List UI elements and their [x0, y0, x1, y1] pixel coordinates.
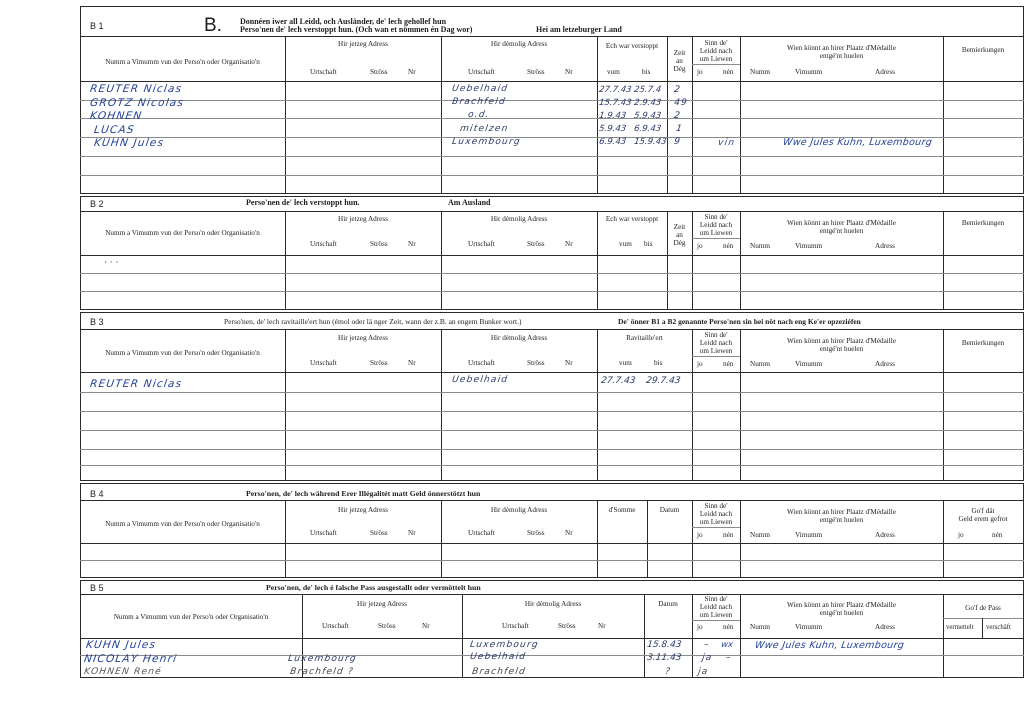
- col-header-nr: Nr: [408, 359, 416, 367]
- entry-risk: –: [703, 640, 711, 650]
- entry-days: 49: [673, 98, 689, 108]
- col-header-strooss: Ströss: [370, 68, 388, 76]
- col-header-risk: Sinn de': [704, 213, 728, 221]
- entry-former: Luxembourg: [469, 640, 540, 650]
- col-header-current-addr: Hir jetzeg Adress: [357, 600, 407, 608]
- col-header-vimumm: Vimumm: [795, 68, 823, 76]
- col-header-until: bis: [642, 68, 651, 76]
- entry-until: 2.9.43: [633, 98, 662, 108]
- col-header-hidden: Ech war verstoppt: [605, 215, 659, 223]
- col-header-somme: d'Somme: [608, 506, 636, 514]
- col-header-yes: jo: [697, 242, 703, 250]
- col-header-risk: um Liewen: [699, 229, 733, 237]
- col-header-risk: um Liewen: [699, 611, 733, 619]
- col-header-ortschaft: Urtschaft: [468, 240, 495, 248]
- col-header-time: Zeit: [673, 223, 686, 231]
- col-header-medal: entgé'nt huelen: [819, 227, 864, 235]
- col-header-nr: Nr: [565, 240, 573, 248]
- col-header-nr: Nr: [422, 622, 430, 630]
- col-header-risk: Sinn de': [704, 331, 728, 339]
- col-header-nr: Nr: [408, 68, 416, 76]
- entry-risk: ja: [697, 667, 710, 677]
- entry-from: 27.7.43: [600, 376, 637, 386]
- col-header-ortschaft: Urtschaft: [468, 359, 495, 367]
- col-header-yes: jo: [958, 531, 964, 539]
- entry-name: KOHNEN René: [83, 667, 163, 677]
- col-header-pass-given: Go'f de Pass: [965, 604, 1001, 612]
- col-header-name: Numm a Vimumm vun der Perso'n oder Organisatio'n: [105, 520, 260, 528]
- entry-former: Luxembourg: [451, 137, 522, 147]
- col-header-no: nén: [723, 531, 734, 539]
- col-header-vimumm: Vimumm: [795, 623, 823, 631]
- col-header-datum: Datum: [658, 600, 678, 608]
- col-header-yes: jo: [697, 68, 703, 76]
- col-header-current-addr: Hir jetzeg Adress: [338, 506, 388, 514]
- entry-former: Brachfeld: [471, 667, 527, 677]
- col-header-risk: Leidd nach: [699, 603, 733, 611]
- col-header-medal: entgé'nt huelen: [819, 516, 864, 524]
- entry-until: 5.9.43: [633, 111, 662, 121]
- entry-date: 15.8.43: [646, 640, 683, 650]
- col-header-nr: Nr: [565, 359, 573, 367]
- col-header-nr: Nr: [408, 529, 416, 537]
- col-header-datum: Datum: [659, 506, 680, 514]
- col-header-risk: um Liewen: [699, 518, 733, 526]
- entry-medal-recipient: Wwe Jules Kuhn, Luxembourg: [782, 137, 933, 148]
- entry-former: Uebelhaid: [469, 652, 527, 662]
- col-header-current-addr: Hir jetzeg Adress: [338, 334, 388, 342]
- col-header-vimumm: Vimumm: [795, 242, 823, 250]
- col-header-ortschaft: Urtschaft: [310, 68, 337, 76]
- entry-from: 1.9.43: [598, 111, 627, 121]
- col-header-no: nén: [723, 623, 734, 631]
- entry-name: REUTER Niclas: [89, 378, 184, 390]
- col-header-money-back: Go'f dät: [971, 507, 995, 515]
- col-header-verschaft: verschäft: [986, 624, 1011, 631]
- col-header-nr: Nr: [598, 622, 606, 630]
- col-header-medal: Wien könnt an hirer Plaatz d'Médaille: [787, 337, 896, 345]
- col-header-risk: Leidd nach: [699, 221, 733, 229]
- entry-medal-note: vin: [717, 138, 736, 148]
- col-header-adress: Adress: [875, 242, 895, 250]
- col-header-ortschaft: Urtschaft: [310, 240, 337, 248]
- col-header-strooss: Ströss: [527, 359, 545, 367]
- col-header-vermettelt: vermettelt: [946, 624, 974, 631]
- col-header-strooss: Ströss: [527, 529, 545, 537]
- col-header-risk: Sinn de': [704, 595, 728, 603]
- section-b4: [80, 483, 1024, 578]
- col-header-ortschaft: Urtschaft: [310, 359, 337, 367]
- col-header-ravit: Ravitaille'ert: [626, 334, 663, 342]
- col-header-no: nén: [723, 68, 734, 76]
- entry-current: Brachfeld ?: [289, 667, 355, 677]
- section-id: B 4: [90, 489, 104, 499]
- entry-until: 29.7.43: [645, 376, 682, 386]
- section-title: Perso'nen de' lech verstoppt hun.: [246, 198, 360, 207]
- col-header-from: vum: [619, 240, 632, 248]
- col-header-ortschaft: Urtschaft: [322, 622, 349, 630]
- col-header-adress: Adress: [875, 360, 895, 368]
- col-header-strooss: Ströss: [378, 622, 396, 630]
- entry-yes: wx: [720, 640, 734, 650]
- col-header-vimumm: Vimumm: [795, 360, 823, 368]
- col-header-name: Numm a Vimumm vun der Perso'n oder Organisatio'n: [105, 349, 260, 357]
- col-header-strooss: Ströss: [527, 68, 545, 76]
- section-id: B 2: [90, 199, 104, 209]
- entry-current: Luxembourg: [287, 654, 358, 664]
- section-b3: [80, 312, 1024, 481]
- col-header-numm: Numm: [750, 68, 770, 76]
- entry-name: KUHN Jules: [93, 137, 165, 149]
- entry-risk: ja: [701, 653, 714, 663]
- col-header-nr: Nr: [565, 68, 573, 76]
- col-header-former-addr: Hir dèmolig Adress: [490, 40, 548, 48]
- col-header-money-back: Geld erem gefrot: [958, 515, 1008, 523]
- form-letter: B.: [204, 15, 222, 36]
- entry-former: Brachfeld: [451, 97, 507, 107]
- section-b2: [80, 196, 1024, 310]
- col-header-until: bis: [654, 359, 663, 367]
- section-title: Perso'nen, de' lech während Erer Illégalitét matt Geld önnerstötzt hun: [246, 489, 481, 498]
- col-header-strooss: Ströss: [370, 529, 388, 537]
- col-header-medal: entgé'nt huelen: [819, 609, 864, 617]
- col-header-ortschaft: Urtschaft: [468, 529, 495, 537]
- col-header-vimumm: Vimumm: [795, 531, 823, 539]
- col-header-strooss: Ströss: [527, 240, 545, 248]
- entry-days: 2: [673, 111, 682, 121]
- col-header-yes: jo: [697, 531, 703, 539]
- entry-former: Uebelhaid: [451, 84, 509, 94]
- col-header-ortschaft: Urtschaft: [502, 622, 529, 630]
- col-header-time: Zeit: [673, 49, 686, 57]
- col-header-name: Numm a Vimumm vun der Perso'n oder Organisatio'n: [113, 613, 269, 621]
- section-title-right: De' önner B1 a B2 genannte Perso'nen sin hei nöt nach eng Ke'er opzeziéfen: [618, 317, 861, 326]
- entry-until: 6.9.43: [633, 124, 662, 134]
- col-header-strooss: Ströss: [558, 622, 576, 630]
- col-header-from: vum: [619, 359, 632, 367]
- col-header-medal: entgé'nt huelen: [819, 345, 864, 353]
- col-header-nr: Nr: [565, 529, 573, 537]
- entry-days: 2: [673, 85, 682, 95]
- col-header-current-addr: Hir jetzeg Adress: [338, 215, 388, 223]
- col-header-risk: Sinn de': [704, 39, 728, 47]
- entry-medal-recipient: Wwe Jules Kuhn, Luxembourg: [754, 640, 905, 651]
- section-id: B 5: [90, 583, 104, 593]
- col-header-yes: jo: [697, 623, 703, 631]
- entry-name: KOHNEN: [89, 110, 144, 122]
- entry-name: REUTER Niclas: [89, 83, 184, 95]
- entry-former: mitelzen: [459, 124, 510, 134]
- col-header-numm: Numm: [750, 623, 770, 631]
- entry-name: KUHN Jules: [85, 639, 157, 651]
- col-header-former-addr: Hir dèmolig Adress: [524, 600, 582, 608]
- b2-stray-mark: · · ·: [104, 258, 119, 268]
- col-header-name: Numm a Vimumm vun der Perso'n oder Organisatio'n: [105, 58, 260, 66]
- col-header-strooss: Ströss: [370, 240, 388, 248]
- col-header-medal: Wien könnt an hirer Plaatz d'Médaille: [787, 219, 896, 227]
- col-header-risk: Leidd nach: [699, 339, 733, 347]
- entry-name: GROTZ Nicolas: [89, 97, 185, 109]
- col-header-hidden: Ech war verstoppt: [605, 42, 659, 50]
- col-header-no: nén: [723, 242, 734, 250]
- col-header-adress: Adress: [875, 623, 895, 631]
- col-header-medal: Wien könnt an hirer Plaatz d'Médaille: [787, 44, 896, 52]
- entry-date: 3.11.43: [646, 653, 683, 663]
- col-header-risk: Leidd nach: [699, 510, 733, 518]
- form-subheading: Perso'nen de' lech verstoppt hun. (Och wan et nömmen én Dag wor): [240, 25, 473, 34]
- entry-until: 15.9.43: [633, 137, 668, 147]
- col-header-numm: Numm: [750, 242, 770, 250]
- col-header-until: bis: [644, 240, 653, 248]
- entry-yes: –: [725, 653, 733, 663]
- col-header-numm: Numm: [750, 360, 770, 368]
- col-header-yes: jo: [697, 360, 703, 368]
- col-header-no: nén: [992, 531, 1003, 539]
- form-subheading-right: Hei am letzeburger Land: [536, 25, 622, 34]
- entry-from: 27.7.43: [598, 85, 633, 95]
- entry-former: Uebelhaid: [451, 375, 509, 385]
- col-header-medal: Wien könnt an hirer Plaatz d'Médaille: [787, 601, 896, 609]
- section-b1: [80, 6, 1024, 194]
- entry-name: NICOLAY Henri: [83, 653, 179, 665]
- col-header-ortschaft: Urtschaft: [310, 529, 337, 537]
- col-header-numm: Numm: [750, 531, 770, 539]
- entry-days: 9: [673, 137, 682, 147]
- section-title-right: Am Ausland: [448, 198, 491, 207]
- col-header-adress: Adress: [875, 68, 895, 76]
- col-header-medal: entgé'nt huelen: [819, 52, 864, 60]
- entry-from: 6.9.43: [598, 137, 627, 147]
- col-header-current-addr: Hir jetzeg Adress: [338, 40, 388, 48]
- form-sheet: [80, 6, 1024, 719]
- col-header-remarks: Bemierkungen: [961, 219, 1005, 227]
- col-header-time: Dég: [673, 239, 686, 247]
- col-header-risk: um Liewen: [699, 55, 733, 63]
- entry-until: 25.7.4: [633, 85, 662, 95]
- section-b5: [80, 580, 1024, 678]
- entry-days: 1: [675, 124, 684, 134]
- col-header-time: an: [676, 231, 683, 239]
- col-header-risk: Sinn de': [704, 502, 728, 510]
- col-header-strooss: Ströss: [370, 359, 388, 367]
- col-header-risk: um Liewen: [699, 347, 733, 355]
- entry-date: ?: [664, 667, 672, 677]
- col-header-adress: Adress: [875, 531, 895, 539]
- col-header-nr: Nr: [408, 240, 416, 248]
- entry-from: 15.7.43: [598, 98, 633, 108]
- col-header-remarks: Bemierkungen: [961, 339, 1005, 347]
- col-header-medal: Wien könnt an hirer Plaatz d'Médaille: [787, 508, 896, 516]
- section-title: Perso'nen, de' lech ravitaille'ert hun (émol oder lä nger Zeit, wann der z.B. an engem Bunker wort.): [224, 317, 522, 326]
- col-header-former-addr: Hir dèmolig Adress: [490, 334, 548, 342]
- col-header-no: nén: [723, 360, 734, 368]
- col-header-risk: Leidd nach: [699, 47, 733, 55]
- col-header-from: vum: [607, 68, 620, 76]
- col-header-name: Numm a Vimumm vun der Perso'n oder Organisatio'n: [105, 229, 260, 237]
- entry-from: 5.9.43: [598, 124, 627, 134]
- entry-name: LUCAS: [93, 124, 136, 136]
- col-header-former-addr: Hir dèmolig Adress: [490, 506, 548, 514]
- section-id: B 1: [90, 21, 104, 31]
- col-header-remarks: Bemierkungen: [961, 46, 1005, 54]
- col-header-ortschaft: Urtschaft: [468, 68, 495, 76]
- col-header-time: Dég: [673, 65, 686, 73]
- section-title: Perso'nen, de' lech é falsche Pass ausgestallt oder vermöttelt hun: [266, 583, 481, 592]
- form-heading: Donnéen iwer all Leidd, och Ausländer, de' lech gehollef hun: [240, 17, 447, 26]
- col-header-former-addr: Hir dèmolig Adress: [490, 215, 548, 223]
- col-header-time: an: [676, 57, 683, 65]
- section-id: B 3: [90, 317, 104, 327]
- entry-former: o.d.: [467, 110, 491, 120]
